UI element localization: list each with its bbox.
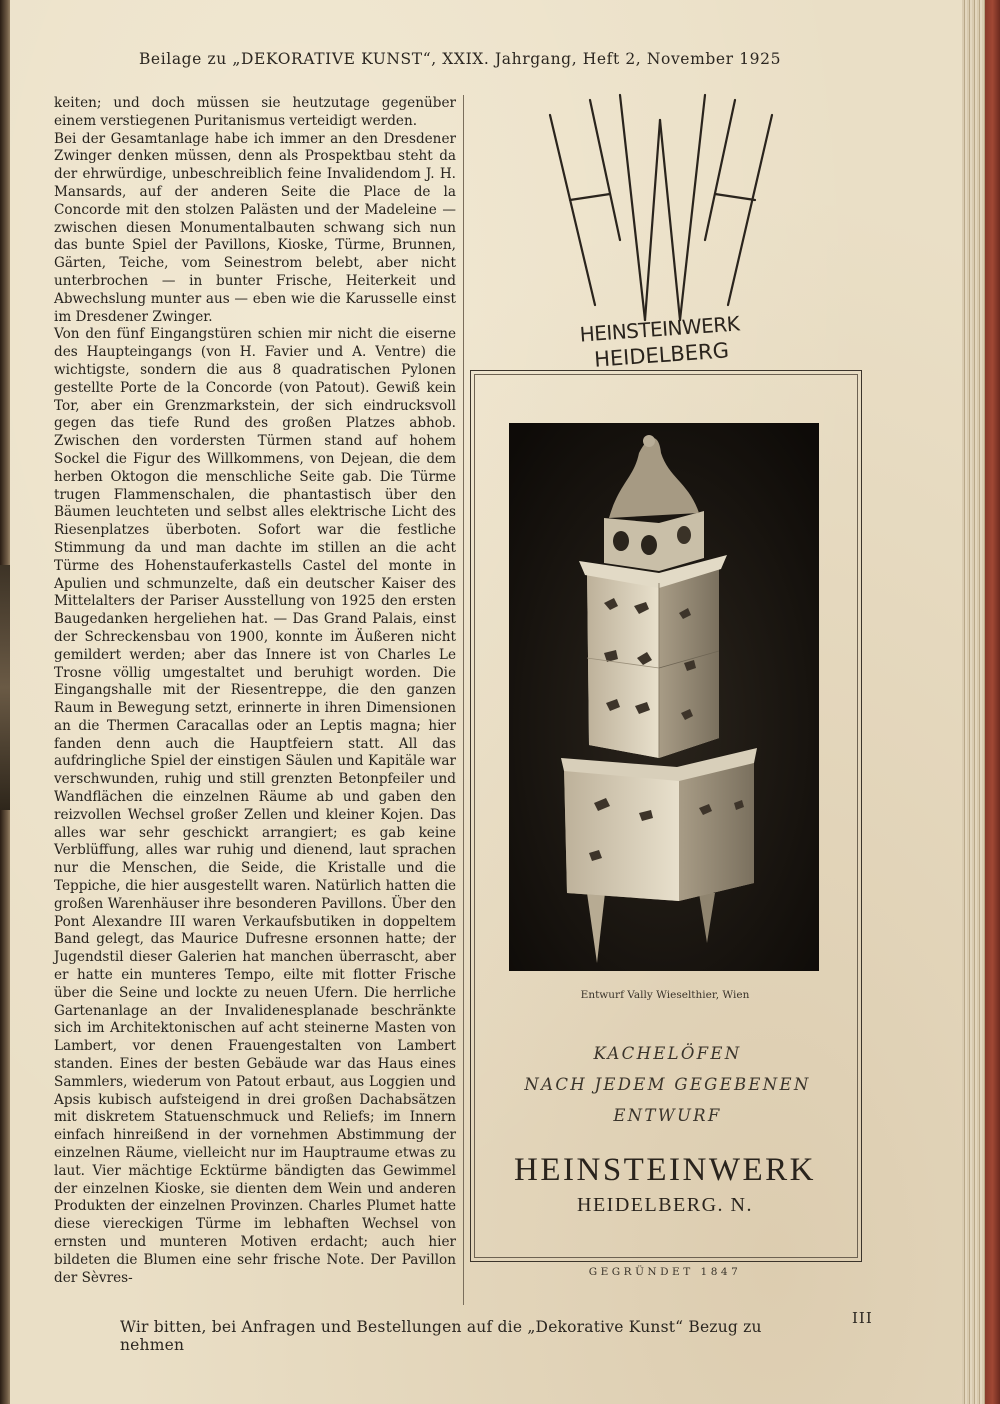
ad-brand-name: HEINSTEINWERK [514,1152,816,1188]
article-column [54,95,456,1287]
page-number: III [852,1309,873,1327]
tile-stove-photograph [509,423,819,971]
heinsteinwerk-logo [540,90,780,390]
logo-text-line1: HEINSTEINWERK [578,311,741,347]
tagline-line: NACH JEDEM GEGEBENEN [524,1075,811,1094]
ad-tagline [490,1038,845,1131]
running-header: Beilage zu „DEKORATIVE KUNST“, XXIX. Jahrgang, Heft 2, November 1925 [138,50,782,68]
article-paragraph: keiten; und doch müssen sie heutzutage gegenüber einem verstiegenen Puritanismus verteidigt werden. [54,95,456,129]
article-paragraph: Bei der Gesamtanlage habe ich immer an den Dresdener Zwinger denken müssen, denn als Prospektbau steht da der ehrwürdige, unbeschreiblich feine Invalidendom J. H. Mansards, auf der anderen Seite die Place de la Concorde mit den stolzen Palästen und der Madeleine — zwischen diesen Monumentalbauten schwang sich nun das bunte Spiel der Pavillons, Kioske, Türme, Brunnen, Gärten, Teiche, vom Seinestrom belebt, aber nicht unterbrochen — in bunter Frische, Heiterkeit und Abwechslung munter aus — eben wie die Karusselle einst im Dresdener Zwinger. [54,130,456,325]
tagline-line: KACHELÖFEN [593,1044,742,1063]
photo-caption: Entwurf Vally Wieselthier, Wien [580,989,750,1001]
ad-brand-city: HEIDELBERG. N. [577,1194,753,1216]
column-divider [463,95,464,1305]
article-paragraph: Von den fünf Eingangstüren schien mir nicht die eiserne des Haupteingangs (von H. Favier und A. Ventre) die wichtigste, sondern die aus 8 quadratischen Pylonen gestellte Porte de la Concorde (von Patout). Gewiß kein Tor, aber ein Grenzmarkstein, der sich eindrucksvoll gegen das tiefe Rund des großen Platzes abhob. Zwischen den vordersten Türmen stand auf hohem Sockel die Figur des Willkommens, von Dejean, die dem herben Oktogon die menschliche Seite gab. Die Türme trugen Flammenschalen, die phantastisch über den Bäumen leuchteten und selbst alles elektrische Licht des Riesenplatzes überboten. Sofort war die festliche Stimmung da und man dachte im stillen an die acht Türme des Hohenstauferkastells Castel del monte in Apulien und schmunzelte, daß ein deutscher Kaiser des Mittelalters der Pariser Ausstellung von 1925 den ersten Baugedanken hergeliehen hat. — Das Grand Palais, einst der Schreckensbau von 1900, konnte im Äußeren nicht gemildert werden; aber das Innere ist von Charles Le Trosne völlig umgestaltet und beruhigt worden. Die Eingangshalle mit der Riesentreppe, die den ganzen Raum in Bewegung setzt, erinnerte in ihren Dimensionen an die Thermen Caracallas oder an Leptis magna; hier fanden denn auch die Hauptfeiern statt. All das aufdringliche Spiel der einstigen Säulen und Kapitäle war verschwunden, ruhig und still grenzten Betonpfeiler und Wandflächen die einzelnen Räume ab und gaben den reizvollen Wechsel großer Zellen und kleiner Kojen. Das alles war sehr geschickt arrangiert; es gab keine Verblüffung, alles war ruhig und dienend, laut sprachen nur die Menschen, die Seide, die Kristalle und die Teppiche, die hier ausgestellt waren. Natürlich hatten die großen Warenhäuser ihre besonderen Pavillons. Über den Pont Alexandre III waren Verkaufsbutiken in doppeltem Band gelegt, das Maurice Dufresne ersonnen hatte; der Jugendstil dieser Galerien hat manchen überrascht, aber er hatte ein munteres Tempo, eilte mit flotter Frische über die Seine und lockte zu neuen Ufern. Die herrliche Gartenanlage an der Invalidenesplanade beschränkte sich im Architektonischen auf acht steinerne Masten von Lambert, vor denen Frauengestalten von Lambert standen. Eines der besten Gebäude war das Haus eines Sammlers, wiederum von Patout erbaut, aus Loggien und Apsis kubisch aufsteigend in drei großen Dachabsätzen mit diskretem Statuenschmuck und Reliefs; im Innern einfach hinreißend in der vornehmen Abstimmung der einzelnen Räume, vielleicht nur im Hauptraume etwas zu laut. Vier mächtige Ecktürme bändigten das Gewimmel der einzelnen Kioske, sie dienten dem Wein und anderen Produkten der einzelnen Provinzen. Charles Plumet hatte diese viereckigen Türme im lebhaften Wechsel von ernsten und munteren Motiven erdacht; auch hier bildeten die Blumen eine sehr frische Note. Der Pavillon der Sèvres- [54,326,456,1286]
book-cover-edge [985,0,1000,1404]
page-footer: Wir bitten, bei Anfragen und Bestellungen auf die „Dekorative Kunst“ Bezug zu nehmen [120,1318,762,1354]
tagline-line: ENTWURF [613,1106,722,1125]
logo-text-line2: HEIDELBERG [593,338,730,372]
ad-founded: GEGRÜNDET 1847 [588,1266,742,1278]
